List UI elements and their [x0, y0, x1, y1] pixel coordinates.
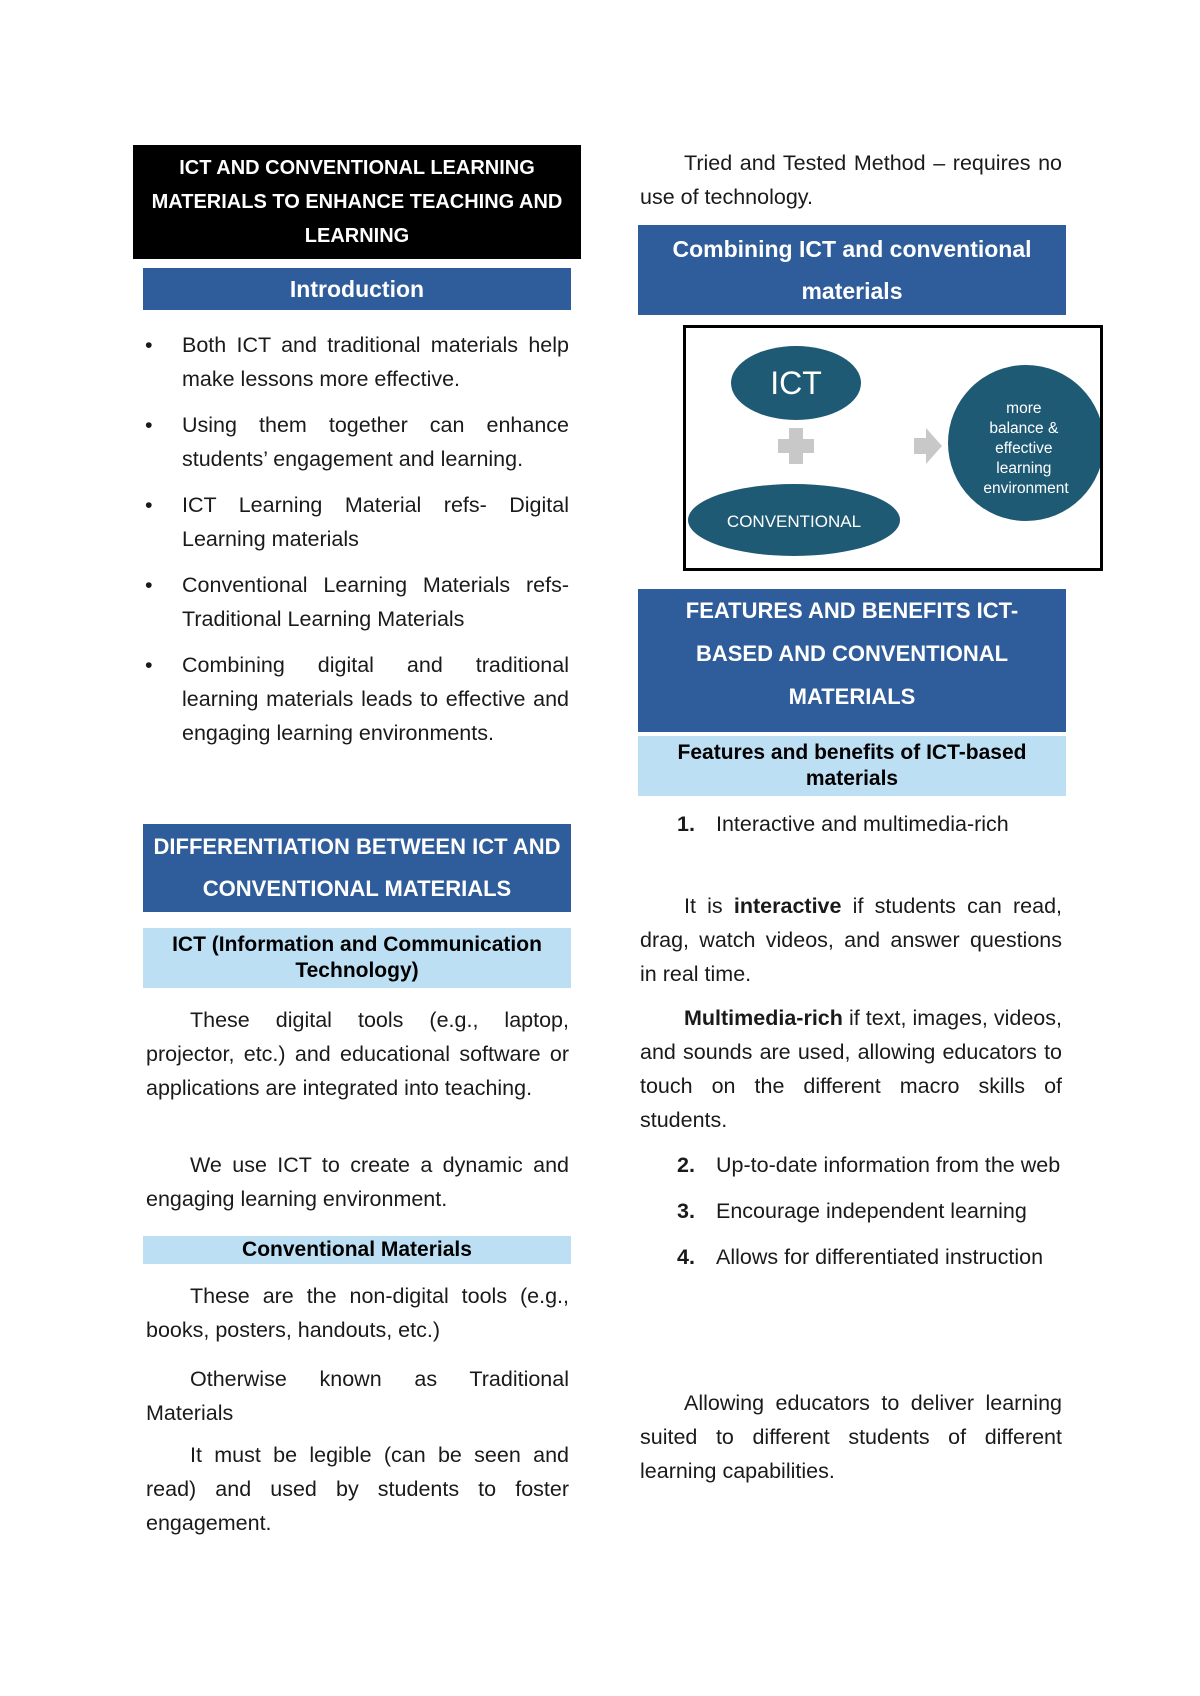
- list-item: • Conventional Learning Materials refs- Traditional Learning Materials: [143, 568, 569, 636]
- item-text: Interactive and multimedia-rich: [716, 812, 1009, 836]
- tried-tested-text: Tried and Tested Method – requires no use of technology.: [640, 151, 1062, 209]
- ict-paragraph: These digital tools (e.g., laptop, projector, etc.) and educational software or applications are integrated into teaching.: [146, 1008, 569, 1100]
- ict-paragraph: We use ICT to create a dynamic and engaging learning environment.: [146, 1153, 569, 1211]
- conventional-paragraph: Otherwise known as Traditional Materials: [146, 1367, 569, 1425]
- conventional-paragraph: It must be legible (can be seen and read) and used by students to foster engagement.: [146, 1443, 569, 1535]
- result-line: environment: [983, 480, 1069, 497]
- list-item: • Using them together can enhance students’ engagement and learning.: [143, 408, 569, 476]
- item-text: Allows for differentiated instruction: [716, 1245, 1044, 1269]
- introduction-list: [143, 328, 569, 762]
- result-line: effective: [995, 440, 1053, 457]
- item-number: 3.: [677, 1199, 695, 1223]
- item-text: Up-to-date information from the web: [716, 1153, 1061, 1177]
- features-list-rest: [677, 1148, 1063, 1286]
- conventional-paragraph: These are the non-digital tools (e.g., books, posters, handouts, etc.): [146, 1284, 569, 1342]
- features-subheading: Features and benefits of ICT-based materials: [638, 736, 1066, 796]
- conventional-subheading: Conventional Materials: [143, 1236, 571, 1264]
- ict-conventional-diagram: [683, 325, 1103, 571]
- list-item: [677, 1240, 1063, 1274]
- introduction-heading: Introduction: [143, 268, 571, 310]
- item-text: Encourage independent learning: [716, 1199, 1027, 1223]
- list-item: • Combining digital and traditional learning materials leads to effective and engaging learning environments.: [143, 648, 569, 750]
- list-item: • Both ICT and traditional materials help make lessons more effective.: [143, 328, 569, 396]
- document-title: ICT AND CONVENTIONAL LEARNING MATERIALS TO ENHANCE TEACHING AND LEARNING: [133, 145, 581, 259]
- diagram-svg: [686, 328, 1100, 568]
- result-line: more: [1006, 400, 1042, 417]
- multimedia-term: Multimedia-rich: [684, 1006, 843, 1030]
- conventional-oval-label: CONVENTIONAL: [726, 512, 862, 531]
- text-run: if text, images, videos, and sounds are used, allowing educators to touch on the different macro skills of students.: [640, 1006, 1062, 1132]
- interactive-term: interactive: [733, 894, 842, 918]
- interactive-paragraph: [640, 889, 1062, 991]
- text-run: if students can read, drag, watch videos, and answer questions in real time.: [640, 894, 1063, 986]
- result-line: learning: [996, 460, 1052, 477]
- item-number: 1.: [677, 812, 695, 836]
- features-list-first: [677, 807, 1063, 853]
- result-line: balance &: [989, 420, 1059, 437]
- item-number: 2.: [677, 1153, 695, 1177]
- multimedia-paragraph: [640, 1001, 1062, 1137]
- list-item: [677, 1194, 1063, 1228]
- differentiation-heading: DIFFERENTIATION BETWEEN ICT AND CONVENTIONAL MATERIALS: [143, 824, 571, 912]
- combining-heading: Combining ICT and conventional materials: [638, 225, 1066, 315]
- ict-subheading: ICT (Information and Communication Technology): [143, 928, 571, 988]
- list-item: • ICT Learning Material refs- Digital Learning materials: [143, 488, 569, 556]
- list-item: [677, 1148, 1063, 1182]
- item-number: 4.: [677, 1245, 695, 1269]
- plus-icon: [778, 428, 814, 464]
- list-item: [677, 807, 1063, 841]
- arrow-right-icon: [914, 428, 942, 464]
- closing-paragraph: Allowing educators to deliver learning suited to different students of different learning capabilities.: [640, 1391, 1062, 1483]
- features-heading: FEATURES AND BENEFITS ICT-BASED AND CONVENTIONAL MATERIALS: [638, 589, 1066, 732]
- ict-oval-label: ICT: [770, 365, 822, 401]
- text-run: It is: [684, 894, 734, 918]
